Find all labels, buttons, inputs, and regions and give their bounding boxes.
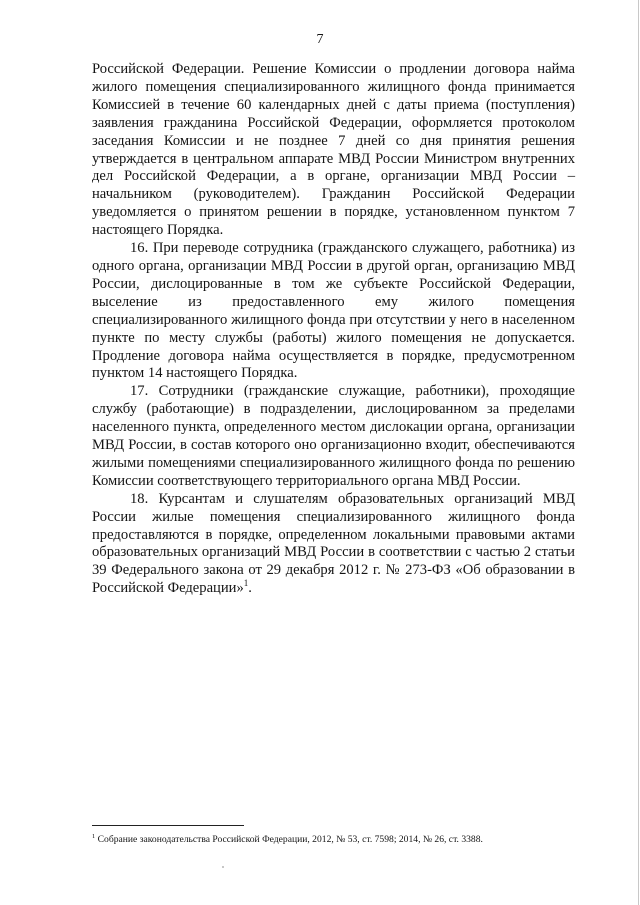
footnote-separator (92, 825, 244, 826)
paragraph-18-end: . (248, 580, 252, 597)
footnote-reference[interactable]: 1 (243, 578, 249, 589)
paragraph-16: 16. При переводе сотрудника (гражданского служащего, работника) из одного органа, организации МВД России в другой орган, организацию МВД России, дислоцированные в том же субъекте Российской Федерации, выселение из предоставленного ему жилого помещения специализированного жилищного фонда при отсутствии у него в населенном пункте по месту службы (работы) жилого помещения не допускается. Продление договора найма осуществляется в порядке, предусмотренном пунктом 14 настоящего Порядка. (92, 240, 575, 382)
scan-dot (222, 866, 224, 868)
document-body (92, 61, 575, 598)
paragraph-continuation: Российской Федерации. Решение Комиссии о продлении договора найма жилого помещения специализированного жилищного фонда принимается Комиссией в течение 60 календарных дней с даты приема (поступления) заявления гражданина Российской Федерации, оформляется протоколом заседания Комиссии и не позднее 7 дней со дня принятия решения утверждается в центральном аппарате МВД России Министром внутренних дел Российской Федерации, а в органе, организации МВД России – начальником (руководителем). Гражданин Российской Федерации уведомляется о принятом решении в порядке, установленном пунктом 7 настоящего Порядка. (92, 61, 575, 239)
paragraph-18-text: 18. Курсантам и слушателям образовательных организаций МВД России жилые помещения специализированного жилищного фонда предоставляются в порядке, определенном локальными правовыми актами образовательных организаций МВД России в соответствии с частью 2 статьи 39 Федерального закона от 29 декабря 2012 г. № 273-ФЗ «Об образовании в Российской Федерации» (92, 490, 575, 597)
footnote-text: Собрание законодательства Российской Федерации, 2012, № 53, ст. 7598; 2014, № 26, ст. 3388. (95, 834, 483, 845)
footnote (92, 834, 592, 846)
footnote-marker: 1 (92, 833, 96, 840)
paragraph-17: 17. Сотрудники (гражданские служащие, работники), проходящие службу (работающие) в подразделении, дислоцированном за пределами населенного пункта, определенного местом дислокации органа, организации МВД России, в состав которого оно организационно входит, обеспечиваются жилыми помещениями специализированного жилищного фонда по решению Комиссии соответствующего территориального органа МВД России. (92, 383, 575, 489)
page-edge-line (638, 0, 639, 905)
paragraph-18 (92, 491, 575, 598)
page-number: 7 (316, 32, 324, 47)
